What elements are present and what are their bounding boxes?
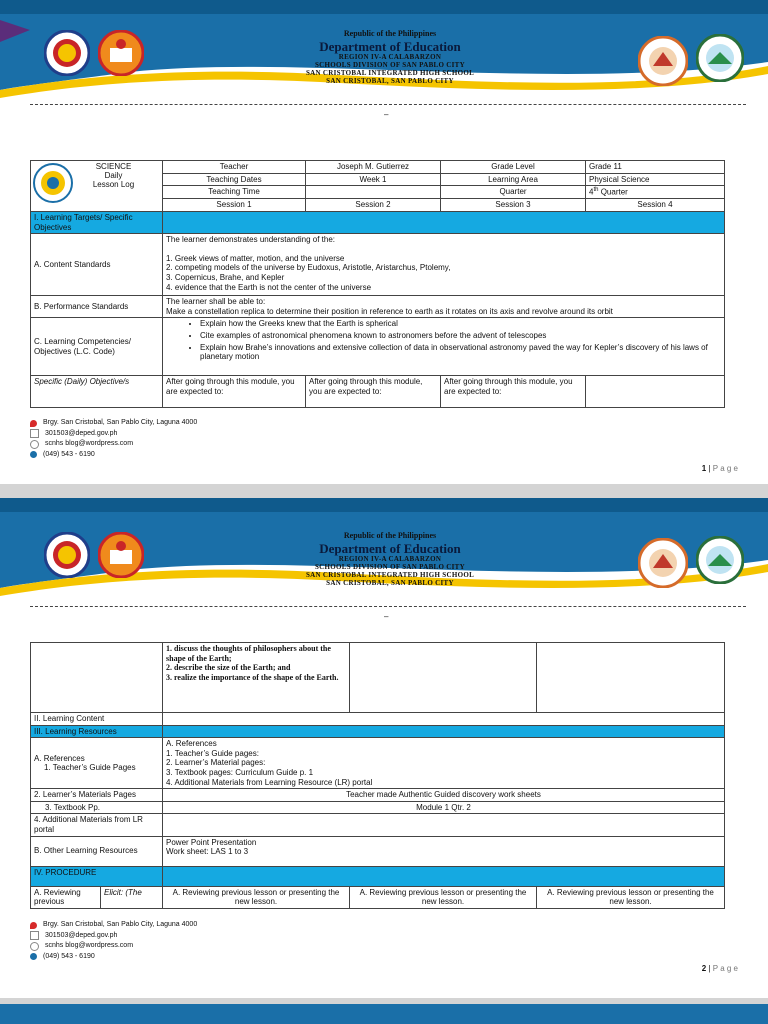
region-text: REGION IV-A CALABARZON <box>338 53 442 61</box>
page-header <box>200 532 580 587</box>
quarter-number: 4 <box>589 187 594 197</box>
specific-session-4 <box>586 376 725 408</box>
time-value <box>306 186 441 199</box>
competencies-cell <box>163 318 725 376</box>
specific-session-3: After going through this module, you are expected to: <box>441 376 586 408</box>
reference-item: 1. Teacher’s Guide pages: <box>166 748 259 758</box>
objective-item: 3. realize the importance of the shape of the Earth. <box>166 672 339 682</box>
teacher-label: Teacher <box>163 161 306 174</box>
school-text: SAN CRISTOBAL INTEGRATED HIGH SCHOOL <box>305 571 475 579</box>
performance-intro: The learner shall be able to: <box>166 297 266 307</box>
division-text: SCHOOLS DIVISION OF SAN PABLO CITY <box>314 61 466 69</box>
page-gap <box>0 484 768 498</box>
divider-mark: – <box>384 612 389 621</box>
content-intro: The learner demonstrates understanding of the: <box>166 235 335 245</box>
reviewing-session-1: A. Reviewing previous lesson or presenting the new lesson. <box>163 886 350 908</box>
school-text: SAN CRISTOBAL INTEGRATED HIGH SCHOOL <box>305 69 475 77</box>
quarter-word: Quarter <box>600 187 628 197</box>
session-3-header: Session 3 <box>441 199 586 212</box>
footer-phone: (049) 543 - 6190 <box>43 450 95 458</box>
other-resource-item: Work sheet: LAS 1 to 3 <box>166 847 249 857</box>
reviewing-label: A. Reviewing previous <box>31 886 101 908</box>
session-4-header: Session 4 <box>586 199 725 212</box>
email-icon <box>30 429 39 438</box>
region-text: REGION IV-A CALABARZON <box>338 555 442 563</box>
elicit-label: Elicit: (The <box>101 886 163 908</box>
page-number-value: 1 <box>701 464 707 473</box>
teachers-guide-label: 1. Teacher’s Guide Pages <box>44 763 136 773</box>
other-resources-label: B. Other Learning Resources <box>31 836 163 866</box>
competency-item: • Explain how Brahe’s innovations and extensive collection of data in observational astronomy paved the way for Kepler’s discovery of his laws of planetary motion <box>200 343 721 362</box>
quarter-label: Quarter <box>441 186 586 199</box>
content-item: 3. Copernicus, Brahe, and Kepler <box>166 273 285 282</box>
time-label: Teaching Time <box>163 186 306 199</box>
objectives-session-1 <box>163 643 350 713</box>
page-footer <box>30 418 197 460</box>
page-number-value: 2 <box>701 964 707 973</box>
reference-item: 3. Textbook pages: Curriculum Guide p. 1 <box>166 767 314 777</box>
objectives-label: I. Learning Targets/ Specific Objectives <box>31 212 163 234</box>
competency-item: • Cite examples of astronomical phenomena known to astronomers before the advent of telescopes <box>200 331 721 341</box>
procedure-label: IV. PROCEDURE <box>31 866 163 886</box>
page-header <box>200 30 580 85</box>
content-item: 4. evidence that the Earth is not the center of the universe <box>166 282 372 292</box>
dates-label: Teaching Dates <box>163 173 306 186</box>
document-page-2 <box>0 498 768 998</box>
republic-text: Republic of the Philippines <box>343 29 437 38</box>
regional-seal-icon <box>696 34 744 82</box>
content-standards-label: A. Content Standards <box>31 234 163 296</box>
area-value: Physical Science <box>586 173 725 186</box>
page-word: P a g e <box>712 464 738 473</box>
specific-session-2: After going through this module, you are expected to: <box>306 376 441 408</box>
footer-address: Brgy. San Cristobal, San Pablo City, Laguna 4000 <box>43 419 198 426</box>
phone-icon <box>30 953 37 960</box>
page-footer <box>30 920 197 962</box>
footer-blog: scnhs blog@wordpress.com <box>45 942 134 949</box>
textbook-value: Module 1 Qtr. 2 <box>163 801 725 814</box>
learners-materials-label: 2. Learner’s Materials Pages <box>31 789 163 802</box>
session-1-header: Session 1 <box>163 199 306 212</box>
division-text: SCHOOLS DIVISION OF SAN PABLO CITY <box>314 563 466 571</box>
location-pin-icon <box>30 922 37 929</box>
content-item: 2. competing models of the universe by Eudoxus, Aristotle, Aristarchus, Ptolemy, <box>166 263 451 273</box>
textbook-label: 3. Textbook Pp. <box>31 801 163 814</box>
footer-email: 301503@deped.gov.ph <box>45 931 118 939</box>
grade-label: Grade Level <box>441 161 586 174</box>
additional-materials-cell <box>163 814 725 836</box>
area-label: Learning Area <box>441 173 586 186</box>
objectives-session-2 <box>350 643 537 713</box>
competency-item: • Explain how the Greeks knew that the Earth is spherical <box>200 319 721 329</box>
references-label-cell <box>31 738 163 789</box>
dates-value: Week 1 <box>306 173 441 186</box>
footer-phone: (049) 543 - 6190 <box>43 952 95 960</box>
log-title-daily: Daily <box>104 171 123 181</box>
session-2-header: Session 2 <box>306 199 441 212</box>
other-resources-cell <box>163 836 725 866</box>
additional-materials-label: 4. Additional Materials from LR portal <box>31 814 163 836</box>
header-divider <box>30 606 746 607</box>
location-pin-icon <box>30 420 37 427</box>
school-logo-icon <box>33 163 73 203</box>
learners-materials-value: Teacher made Authentic Guided discovery work sheets <box>163 789 725 802</box>
objectives-label-empty <box>31 643 163 713</box>
content-standards-cell <box>163 234 725 296</box>
objective-item: 2. describe the size of the Earth; and <box>166 663 291 673</box>
phone-icon <box>30 451 37 458</box>
footer-blog: scnhs blog@wordpress.com <box>45 440 134 447</box>
reference-item: A. References <box>166 739 217 749</box>
reference-item: 4. Additional Materials from Learning Resource (LR) portal <box>166 777 373 787</box>
deped-seal-icon <box>44 30 90 76</box>
address-text: SAN CRISTOBAL, SAN PABLO CITY <box>326 579 454 587</box>
quarter-value <box>586 186 725 199</box>
grade-value: Grade 11 <box>586 161 725 174</box>
lesson-log-table <box>30 160 725 408</box>
learning-resources-band <box>163 725 725 738</box>
department-title: Department of Education <box>319 541 461 556</box>
regional-seal-icon <box>696 536 744 584</box>
divider-mark: – <box>384 110 389 119</box>
objectives-session-3 <box>537 643 725 713</box>
lesson-log-table-continued <box>30 642 725 909</box>
document-page-1 <box>0 0 768 484</box>
page-number: 1 | P a g e <box>701 464 738 473</box>
division-seal-icon <box>638 36 688 86</box>
footer-address: Brgy. San Cristobal, San Pablo City, Laguna 4000 <box>43 921 198 928</box>
competencies-label: C. Learning Competencies/ Objectives (L.C. Code) <box>31 318 163 376</box>
division-seal-icon <box>638 538 688 588</box>
specific-session-1: After going through this module, you are expected to: <box>163 376 306 408</box>
specific-objectives-label: Specific (Daily) Objective/s <box>31 376 163 408</box>
performance-standards-label: B. Performance Standards <box>31 296 163 318</box>
references-label: A. References <box>34 753 85 763</box>
log-title-cell <box>31 161 163 212</box>
deped-seal-icon <box>44 532 90 578</box>
republic-text: Republic of the Philippines <box>343 531 437 540</box>
teacher-value: Joseph M. Gutierrez <box>306 161 441 174</box>
procedure-band <box>163 866 725 886</box>
quarter-suffix: th <box>593 187 599 194</box>
log-title-lesson-log: Lesson Log <box>92 180 135 190</box>
page-number: 2 | P a g e <box>701 964 738 973</box>
email-icon <box>30 931 39 940</box>
log-title-science: SCIENCE <box>95 162 132 171</box>
department-title: Department of Education <box>319 39 461 54</box>
reviewing-session-2: A. Reviewing previous lesson or presenting the new lesson. <box>350 886 537 908</box>
objective-item: 1. discuss the thoughts of philosophers about the shape of the Earth; <box>166 644 331 663</box>
address-text: SAN CRISTOBAL, SAN PABLO CITY <box>326 77 454 85</box>
header-divider <box>30 104 746 105</box>
learning-resources-label: III. Learning Resources <box>31 725 163 738</box>
reference-item: 2. Learner’s Material pages: <box>166 758 266 768</box>
other-resource-item: Power Point Presentation <box>166 837 257 847</box>
school-seal-icon <box>98 30 144 76</box>
school-seal-icon <box>98 532 144 578</box>
globe-icon <box>30 942 39 951</box>
learning-content-cell <box>163 713 725 726</box>
objectives-band <box>163 212 725 234</box>
learning-content-label: II. Learning Content <box>31 713 163 726</box>
references-cell <box>163 738 725 789</box>
page-word: P a g e <box>712 964 738 973</box>
globe-icon <box>30 440 39 449</box>
next-page-banner <box>0 1004 768 1024</box>
performance-text: Make a constellation replica to determine their position in reference to earth as it rotates on its axis and revolve around its orbit <box>166 306 613 316</box>
content-item: 1. Greek views of matter, motion, and the universe <box>166 253 345 263</box>
footer-email: 301503@deped.gov.ph <box>45 429 118 437</box>
performance-standards-cell <box>163 296 725 318</box>
reviewing-session-3: A. Reviewing previous lesson or presenting the new lesson. <box>537 886 725 908</box>
